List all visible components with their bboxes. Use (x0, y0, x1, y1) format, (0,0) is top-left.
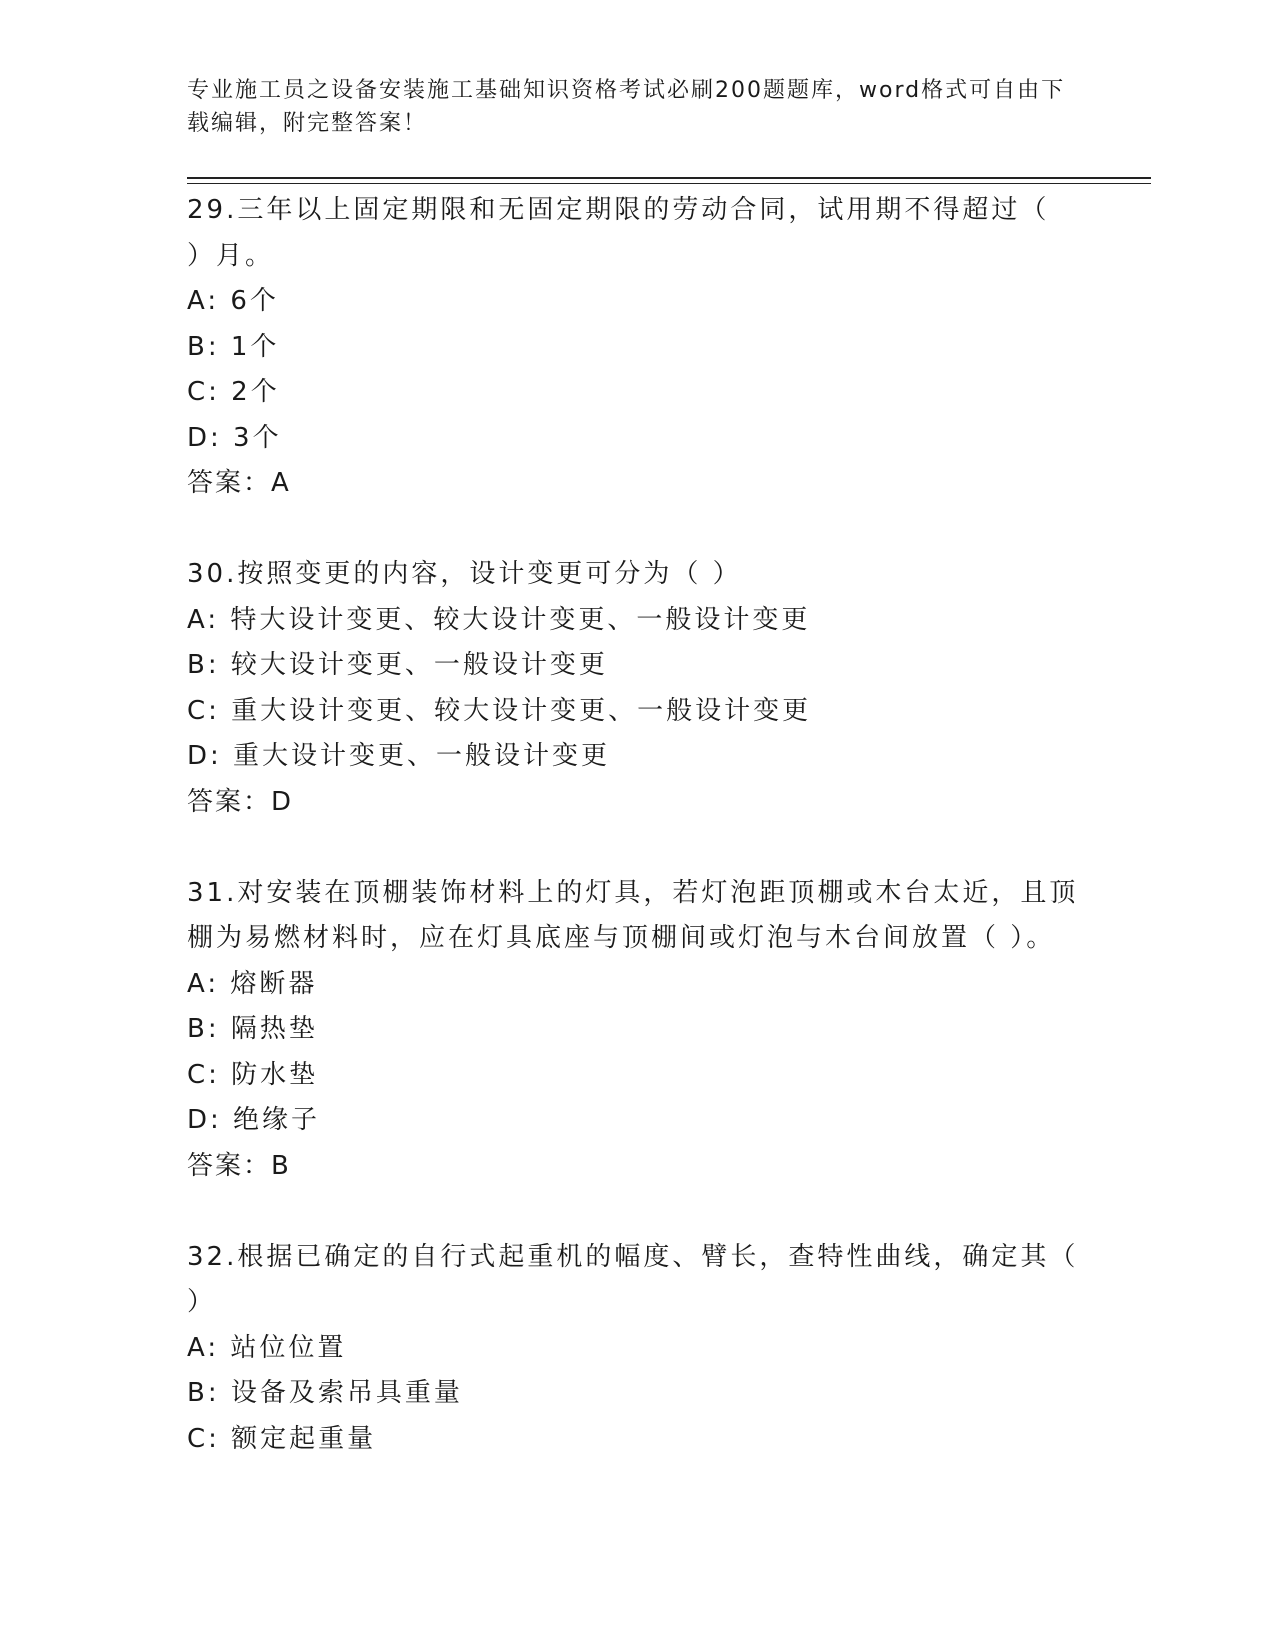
option-d: D: 重大设计变更、一般设计变更 (187, 741, 611, 771)
answer-line: 答案：B (187, 1150, 291, 1181)
question-spacer (187, 507, 1087, 553)
question-stem-line: ）月。 (187, 240, 275, 271)
option-c: C: 防水垫 (187, 1059, 319, 1090)
question-30 (187, 552, 1087, 825)
question-stem-line: 31.对安装在顶棚装饰材料上的灯具，若灯泡距顶棚或木台太近，且顶 (187, 877, 1079, 908)
option-b: B: 较大设计变更、一般设计变更 (187, 650, 608, 680)
question-list (187, 188, 1087, 1462)
option-a: A: 站位位置 (187, 1332, 347, 1363)
option-d: D: 绝缘子 (187, 1105, 321, 1135)
answer-line: 答案：D (187, 786, 294, 817)
question-stem-line: ） (187, 1287, 217, 1317)
question-spacer (187, 825, 1087, 871)
header-divider-thick (187, 177, 1151, 179)
option-b: B: 1个 (187, 331, 280, 362)
header-divider-thin (187, 183, 1151, 184)
question-29 (187, 188, 1087, 507)
question-stem-line: 29.三年以上固定期限和无固定期限的劳动合同，试用期不得超过（ (187, 195, 1050, 225)
question-stem-line: 30.按照变更的内容，设计变更可分为（ ） (187, 559, 742, 589)
answer-line: 答案：A (187, 468, 291, 498)
option-a: A: 特大设计变更、较大设计变更、一般设计变更 (187, 604, 811, 635)
option-a: A: 熔断器 (187, 968, 318, 999)
question-spacer (187, 1189, 1087, 1235)
question-31 (187, 871, 1087, 1190)
question-stem-line: 棚为易燃材料时，应在灯具底座与顶棚间或灯泡与木台间放置（ ）。 (187, 923, 1056, 953)
option-c: C: 额定起重量 (187, 1423, 377, 1454)
option-a: A: 6个 (187, 286, 279, 316)
option-c: C: 2个 (187, 377, 280, 407)
question-32 (187, 1235, 1087, 1463)
question-stem-line: 32.根据已确定的自行式起重机的幅度、臂长，查特性曲线，确定其（ (187, 1241, 1079, 1272)
option-c: C: 重大设计变更、较大设计变更、一般设计变更 (187, 695, 812, 726)
option-b: B: 设备及索吊具重量 (187, 1378, 463, 1408)
document-header: 专业施工员之设备安装施工基础知识资格考试必刷200题题库，word格式可自由下载编辑，附完整答案！ (187, 78, 1066, 136)
option-d: D: 3个 (187, 422, 282, 453)
option-b: B: 隔热垫 (187, 1014, 318, 1044)
